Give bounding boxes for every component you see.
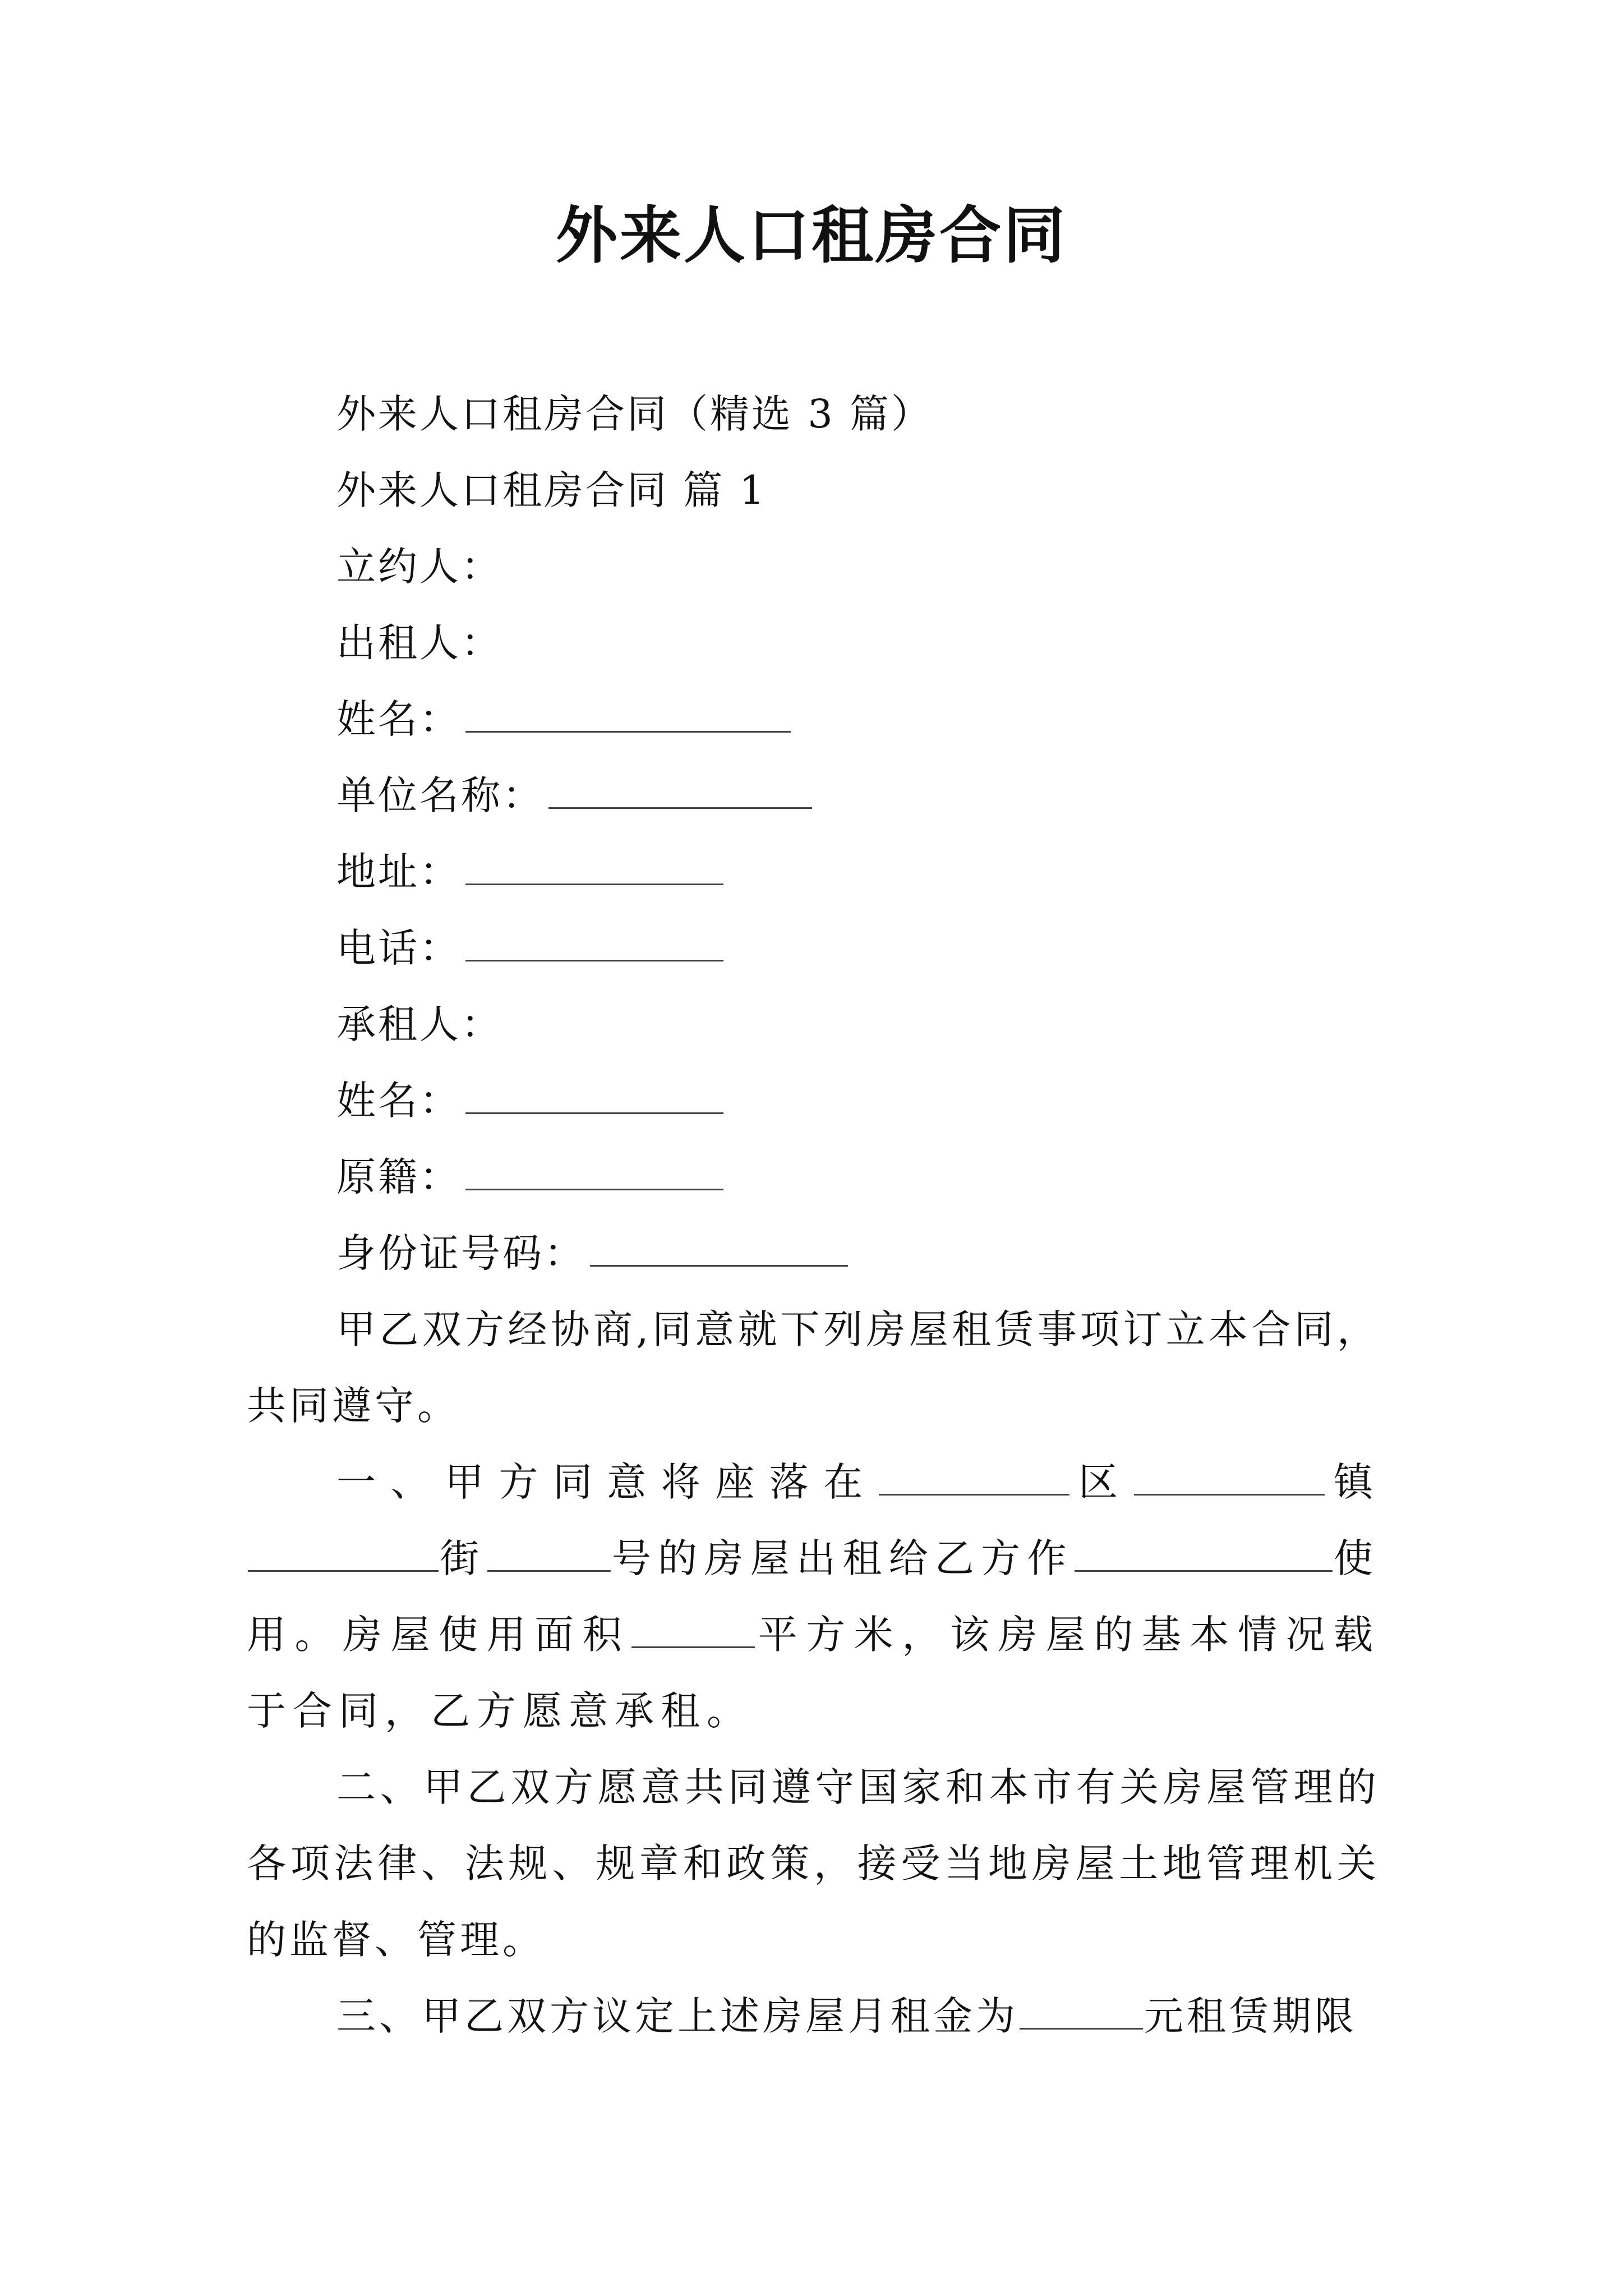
clause-text: 三、甲乙双方议定上述房屋月租金为 [336, 1993, 1018, 2039]
blank-line [465, 926, 723, 961]
field-lessor-address [247, 834, 1380, 910]
field-lessee-id [247, 1215, 1380, 1291]
clause-text: 区 [1070, 1459, 1133, 1505]
blank-line [465, 850, 723, 885]
field-label: 立约人： [336, 544, 502, 590]
blank-line [631, 1613, 755, 1648]
blank-line [590, 1231, 848, 1267]
field-label: 原籍： [336, 1154, 461, 1200]
clause-text: 一、甲方同意将座落在 [336, 1459, 878, 1505]
section-heading: 外来人口租房合同 篇 1 [336, 467, 767, 513]
paragraph-intro: 甲乙双方经协商,同意就下列房屋租赁事项订立本合同，共同遵守。 [247, 1306, 1380, 1429]
field-label: 姓名： [336, 1078, 461, 1124]
field-label: 单位名称： [336, 772, 544, 818]
blank-line [248, 1536, 439, 1572]
field-label: 姓名： [336, 696, 461, 742]
field-lessor-unit [247, 757, 1380, 834]
clause-text: 镇 [1325, 1459, 1380, 1505]
field-lessee-origin [247, 1139, 1380, 1215]
field-label: 出租人： [336, 620, 502, 666]
blank-line [465, 1155, 723, 1190]
clause-text: 元租赁期限 [1144, 1993, 1357, 2039]
field-label: 地址： [336, 849, 461, 895]
field-label: 承租人： [336, 1001, 502, 1047]
subtitle: 外来人口租房合同（精选 3 篇） [336, 391, 933, 437]
blank-line [548, 774, 812, 809]
document-body [247, 376, 1380, 2054]
document-title: 外来人口租房合同 [556, 199, 1067, 272]
blank-line [487, 1536, 611, 1572]
field-lessor-name [247, 681, 1380, 757]
field-lessee-heading [247, 986, 1380, 1062]
paragraph-clause-1 [247, 1444, 1380, 1749]
clause-text: 号的房屋出租给乙方作 [611, 1535, 1073, 1581]
field-lessor-phone [247, 910, 1380, 986]
field-label: 身份证号码： [336, 1230, 585, 1276]
blank-line [465, 697, 791, 733]
clause-text: 使用。房屋使用面积 [247, 1535, 1380, 1658]
field-lessor-heading [247, 605, 1380, 681]
blank-line [1020, 1994, 1143, 2030]
blank-line [1134, 1460, 1325, 1496]
field-label: 电话： [336, 925, 461, 971]
blank-line [465, 1079, 723, 1114]
clause-text: 街 [440, 1535, 486, 1581]
clause-text: 平方米，该房屋的基本情况载于合同，乙方愿意承租。 [247, 1612, 1380, 1734]
blank-line [879, 1460, 1069, 1496]
paragraph-clause-3 [247, 1978, 1380, 2054]
blank-line [1075, 1536, 1332, 1572]
field-contract-party [247, 528, 1380, 605]
field-lessee-name [247, 1062, 1380, 1139]
paragraph-clause-2: 二、甲乙双方愿意共同遵守国家和本市有关房屋管理的各项法律、法规、规章和政策，接受当地房屋土地管理机关的监督、管理。 [247, 1764, 1380, 1963]
